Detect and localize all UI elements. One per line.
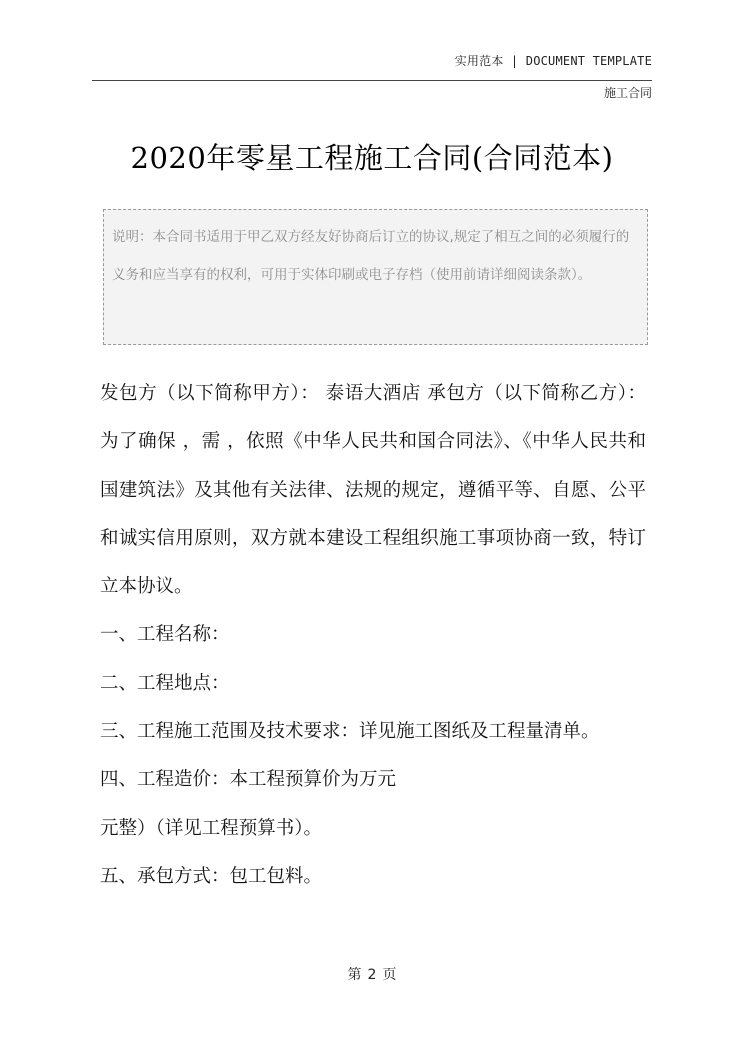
document-title: 2020年零星工程施工合同(合同范本) xyxy=(130,141,614,175)
header-divider xyxy=(92,80,652,81)
note-box: 说明：本合同书适用于甲乙双方经友好协商后订立的协议,规定了相互之间的必须履行的义务和应当享有的权利，可用于实体印刷或电子存档（使用前请详细阅读条款）。 xyxy=(103,209,648,345)
clause-scope: 三、工程施工范围及技术要求：详见施工图纸及工程量清单。 xyxy=(100,721,600,743)
page-number-value: 2 xyxy=(367,967,377,983)
intro-line: 为了确保 ，需 ，依照《中华人民共和国合同法》、《中华人民共和 xyxy=(100,431,646,453)
clause-cost: 四、工程造价：本工程预算价为万元 xyxy=(100,769,397,791)
header-document-template: 实用范本 | DOCUMENT TEMPLATE xyxy=(454,54,652,68)
intro-line: 发包方（以下简称甲方）： 泰语大酒店 承包方（以下简称乙方）： xyxy=(100,383,646,404)
clause-cost-continued: 元整）（详见工程预算书）。 xyxy=(100,817,323,839)
document-body xyxy=(100,370,646,901)
clause-project-location: 二、工程地点： xyxy=(100,672,230,694)
page-number xyxy=(0,964,744,984)
page-prefix: 第 xyxy=(347,967,362,983)
intro-line: 和诚实信用原则，双方就本建设工程组织施工事项协商一致，特订 xyxy=(100,527,646,549)
clause-contract-method: 五、承包方式：包工包料。 xyxy=(100,865,323,887)
intro-line: 国建筑法》及其他有关法律、法规的规定，遵循平等、自愿、公平 xyxy=(100,479,646,501)
intro-line: 立本协议。 xyxy=(100,576,193,598)
header-category: 施工合同 xyxy=(603,86,652,100)
page-suffix: 页 xyxy=(382,967,397,983)
clause-project-name: 一、工程名称： xyxy=(100,624,230,646)
